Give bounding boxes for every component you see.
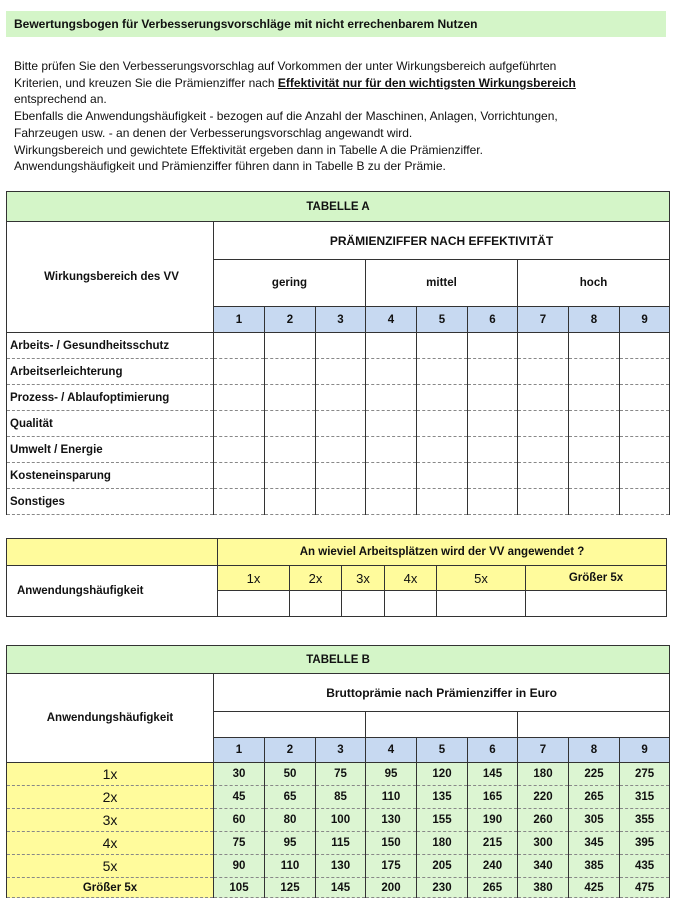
premium-checkbox[interactable]	[620, 385, 670, 411]
premium-number-header: 4	[366, 738, 417, 763]
premium-checkbox[interactable]	[620, 463, 670, 489]
table-row	[7, 832, 670, 855]
premium-checkbox[interactable]	[214, 437, 265, 463]
premium-value: 240	[468, 855, 518, 878]
premium-value: 145	[468, 763, 518, 786]
premium-checkbox[interactable]	[265, 463, 316, 489]
premium-value: 130	[316, 855, 366, 878]
premium-checkbox[interactable]	[417, 463, 468, 489]
premium-value: 355	[620, 809, 670, 832]
premium-number-header: 4	[366, 307, 417, 333]
premium-value: 100	[316, 809, 366, 832]
frequency-corner	[7, 539, 218, 566]
frequency-row-label: 4x	[7, 832, 214, 855]
table-row	[7, 855, 670, 878]
premium-checkbox[interactable]	[265, 385, 316, 411]
premium-checkbox[interactable]	[417, 489, 468, 515]
premium-checkbox[interactable]	[569, 463, 620, 489]
premium-checkbox[interactable]	[316, 385, 366, 411]
premium-value: 230	[417, 878, 468, 898]
premium-checkbox[interactable]	[214, 489, 265, 515]
premium-checkbox[interactable]	[417, 359, 468, 385]
frequency-table	[6, 538, 667, 617]
frequency-option: 3x	[342, 566, 385, 591]
premium-value: 95	[265, 832, 316, 855]
frequency-checkbox[interactable]	[437, 591, 526, 617]
premium-checkbox[interactable]	[518, 359, 569, 385]
premium-value: 120	[417, 763, 468, 786]
table-b-spacer	[214, 712, 366, 738]
premium-checkbox[interactable]	[366, 489, 417, 515]
premium-checkbox[interactable]	[468, 437, 518, 463]
premium-number-header: 9	[620, 307, 670, 333]
premium-number-header: 1	[214, 738, 265, 763]
premium-checkbox[interactable]	[468, 411, 518, 437]
premium-value: 80	[265, 809, 316, 832]
premium-number-header: 3	[316, 307, 366, 333]
emphasis-text: Effektivität nur für den wichtigsten Wirkungsbereich	[277, 75, 576, 90]
premium-value: 90	[214, 855, 265, 878]
premium-value: 135	[417, 786, 468, 809]
frequency-question: An wieviel Arbeitsplätzen wird der VV angewendet ?	[218, 539, 667, 566]
premium-checkbox[interactable]	[316, 359, 366, 385]
table-b-spacer	[518, 712, 670, 738]
premium-checkbox[interactable]	[620, 489, 670, 515]
premium-checkbox[interactable]	[569, 359, 620, 385]
impact-area-label: Kosteneinsparung	[7, 463, 214, 489]
premium-checkbox[interactable]	[569, 489, 620, 515]
frequency-row-label: 2x	[7, 786, 214, 809]
premium-number-header: 2	[265, 307, 316, 333]
table-b	[6, 645, 670, 898]
premium-checkbox[interactable]	[316, 411, 366, 437]
premium-value: 105	[214, 878, 265, 898]
premium-checkbox[interactable]	[265, 411, 316, 437]
premium-value: 130	[366, 809, 417, 832]
premium-value: 95	[366, 763, 417, 786]
frequency-option: 2x	[290, 566, 342, 591]
table-row	[7, 385, 670, 411]
premium-value: 220	[518, 786, 569, 809]
impact-area-label: Arbeits- / Gesundheitsschutz	[7, 333, 214, 359]
table-row	[7, 411, 670, 437]
premium-value: 190	[468, 809, 518, 832]
premium-checkbox[interactable]	[468, 359, 518, 385]
premium-value: 30	[214, 763, 265, 786]
frequency-option: 4x	[385, 566, 437, 591]
premium-value: 260	[518, 809, 569, 832]
group-gering: gering	[214, 260, 366, 307]
table-b-spacer	[366, 712, 518, 738]
premium-checkbox[interactable]	[468, 385, 518, 411]
frequency-row-label: Größer 5x	[7, 878, 214, 898]
frequency-option: 5x	[437, 566, 526, 591]
premium-value: 215	[468, 832, 518, 855]
premium-value: 225	[569, 763, 620, 786]
premium-number-header: 7	[518, 738, 569, 763]
premium-checkbox[interactable]	[518, 333, 569, 359]
table-a-title: TABELLE A	[7, 192, 670, 222]
premium-number-header: 6	[468, 307, 518, 333]
premium-checkbox[interactable]	[620, 437, 670, 463]
premium-checkbox[interactable]	[518, 437, 569, 463]
table-row	[7, 359, 670, 385]
premium-value: 180	[518, 763, 569, 786]
frequency-option: 1x	[218, 566, 290, 591]
premium-checkbox[interactable]	[468, 463, 518, 489]
impact-area-label: Arbeitserleichterung	[7, 359, 214, 385]
impact-area-label: Qualität	[7, 411, 214, 437]
premium-checkbox[interactable]	[569, 437, 620, 463]
group-mittel: mittel	[366, 260, 518, 307]
premium-checkbox[interactable]	[265, 359, 316, 385]
impact-area-label: Sonstiges	[7, 489, 214, 515]
frequency-row-label: 1x	[7, 763, 214, 786]
table-row	[7, 786, 670, 809]
impact-area-label: Umwelt / Energie	[7, 437, 214, 463]
premium-checkbox[interactable]	[569, 333, 620, 359]
instruction-line: Fahrzeugen usw. - an denen der Verbesserungsvorschlag angewandt wird.	[14, 125, 413, 140]
premium-value: 125	[265, 878, 316, 898]
premium-value: 300	[518, 832, 569, 855]
premium-checkbox[interactable]	[569, 385, 620, 411]
premium-value: 380	[518, 878, 569, 898]
premium-checkbox[interactable]	[417, 333, 468, 359]
premium-checkbox[interactable]	[366, 385, 417, 411]
premium-value: 150	[366, 832, 417, 855]
table-row	[7, 763, 670, 786]
premium-value: 75	[214, 832, 265, 855]
instruction-line: entsprechend an.	[14, 92, 107, 107]
premium-checkbox[interactable]	[569, 411, 620, 437]
instructions	[14, 58, 664, 175]
premium-checkbox[interactable]	[316, 437, 366, 463]
table-b-col-header: Bruttoprämie nach Prämienziffer in Euro	[214, 674, 670, 712]
frequency-label: Anwendungshäufigkeit	[7, 566, 218, 617]
premium-checkbox[interactable]	[316, 463, 366, 489]
premium-value: 165	[468, 786, 518, 809]
premium-checkbox[interactable]	[316, 489, 366, 515]
premium-value: 340	[518, 855, 569, 878]
premium-checkbox[interactable]	[214, 411, 265, 437]
premium-checkbox[interactable]	[366, 437, 417, 463]
premium-value: 265	[569, 786, 620, 809]
premium-checkbox[interactable]	[468, 489, 518, 515]
premium-checkbox[interactable]	[468, 333, 518, 359]
table-b-title: TABELLE B	[7, 646, 670, 674]
premium-number-header: 3	[316, 738, 366, 763]
premium-checkbox[interactable]	[214, 385, 265, 411]
premium-number-header: 9	[620, 738, 670, 763]
table-row	[7, 333, 670, 359]
premium-checkbox[interactable]	[316, 333, 366, 359]
premium-checkbox[interactable]	[620, 333, 670, 359]
premium-value: 75	[316, 763, 366, 786]
premium-number-header: 7	[518, 307, 569, 333]
premium-checkbox[interactable]	[620, 411, 670, 437]
instruction-line: Bitte prüfen Sie den Verbesserungsvorschlag auf Vorkommen der unter Wirkungsbereich aufgeführten	[14, 59, 557, 73]
frequency-checkbox[interactable]	[385, 591, 437, 617]
premium-value: 305	[569, 809, 620, 832]
premium-checkbox[interactable]	[366, 411, 417, 437]
premium-value: 50	[265, 763, 316, 786]
premium-number-header: 8	[569, 307, 620, 333]
table-b-row-header: Anwendungshäufigkeit	[7, 674, 214, 763]
premium-value: 435	[620, 855, 670, 878]
instruction-line: Kriterien, und kreuzen Sie die Prämienziffer nach Effektivität nur für den wichtigsten Wirkungsbereich	[14, 75, 576, 90]
frequency-option: Größer 5x	[526, 566, 667, 591]
group-hoch: hoch	[518, 260, 670, 307]
premium-value: 275	[620, 763, 670, 786]
premium-number-header: 2	[265, 738, 316, 763]
frequency-row-label: 3x	[7, 809, 214, 832]
premium-value: 175	[366, 855, 417, 878]
table-row	[7, 878, 670, 898]
premium-value: 205	[417, 855, 468, 878]
premium-value: 60	[214, 809, 265, 832]
premium-checkbox[interactable]	[518, 411, 569, 437]
premium-number-header: 5	[417, 307, 468, 333]
instruction-line: Wirkungsbereich und gewichtete Effektivität ergeben dann in Tabelle A die Prämienziffer.	[14, 142, 483, 157]
premium-checkbox[interactable]	[214, 333, 265, 359]
premium-value: 395	[620, 832, 670, 855]
premium-value: 315	[620, 786, 670, 809]
premium-checkbox[interactable]	[518, 463, 569, 489]
premium-checkbox[interactable]	[265, 437, 316, 463]
premium-value: 180	[417, 832, 468, 855]
instruction-line: Anwendungshäufigkeit und Prämienziffer führen dann in Tabelle B zu der Prämie.	[14, 159, 446, 174]
premium-number-header: 1	[214, 307, 265, 333]
premium-value: 200	[366, 878, 417, 898]
frequency-checkbox[interactable]	[290, 591, 342, 617]
premium-value: 65	[265, 786, 316, 809]
premium-checkbox[interactable]	[518, 489, 569, 515]
frequency-checkbox[interactable]	[342, 591, 385, 617]
premium-value: 155	[417, 809, 468, 832]
table-row	[7, 489, 670, 515]
page-title: Bewertungsbogen für Verbesserungsvorschläge mit nicht errechenbarem Nutzen	[6, 11, 666, 37]
frequency-checkbox[interactable]	[218, 591, 290, 617]
premium-value: 385	[569, 855, 620, 878]
impact-area-label: Prozess- / Ablaufoptimierung	[7, 385, 214, 411]
premium-checkbox[interactable]	[417, 437, 468, 463]
table-row	[7, 437, 670, 463]
premium-checkbox[interactable]	[417, 411, 468, 437]
premium-checkbox[interactable]	[265, 333, 316, 359]
premium-checkbox[interactable]	[366, 333, 417, 359]
premium-number-header: 6	[468, 738, 518, 763]
premium-value: 110	[265, 855, 316, 878]
table-a	[6, 191, 670, 515]
frequency-row-label: 5x	[7, 855, 214, 878]
premium-number-header: 5	[417, 738, 468, 763]
premium-value: 475	[620, 878, 670, 898]
premium-checkbox[interactable]	[214, 359, 265, 385]
premium-checkbox[interactable]	[214, 463, 265, 489]
instruction-line: Ebenfalls die Anwendungshäufigkeit - bezogen auf die Anzahl der Maschinen, Anlagen, Vorrichtungen,	[14, 109, 558, 124]
premium-checkbox[interactable]	[417, 385, 468, 411]
premium-value: 115	[316, 832, 366, 855]
table-a-row-header: Wirkungsbereich des VV	[7, 222, 214, 333]
premium-value: 345	[569, 832, 620, 855]
table-a-col-header: PRÄMIENZIFFER NACH EFFEKTIVITÄT	[214, 222, 670, 260]
premium-checkbox[interactable]	[265, 489, 316, 515]
premium-number-header: 8	[569, 738, 620, 763]
premium-checkbox[interactable]	[620, 359, 670, 385]
premium-value: 265	[468, 878, 518, 898]
frequency-checkbox[interactable]	[526, 591, 667, 617]
premium-value: 425	[569, 878, 620, 898]
premium-value: 110	[366, 786, 417, 809]
premium-checkbox[interactable]	[366, 463, 417, 489]
table-row	[7, 809, 670, 832]
premium-value: 145	[316, 878, 366, 898]
premium-checkbox[interactable]	[366, 359, 417, 385]
premium-value: 85	[316, 786, 366, 809]
table-row	[7, 463, 670, 489]
premium-value: 45	[214, 786, 265, 809]
premium-checkbox[interactable]	[518, 385, 569, 411]
